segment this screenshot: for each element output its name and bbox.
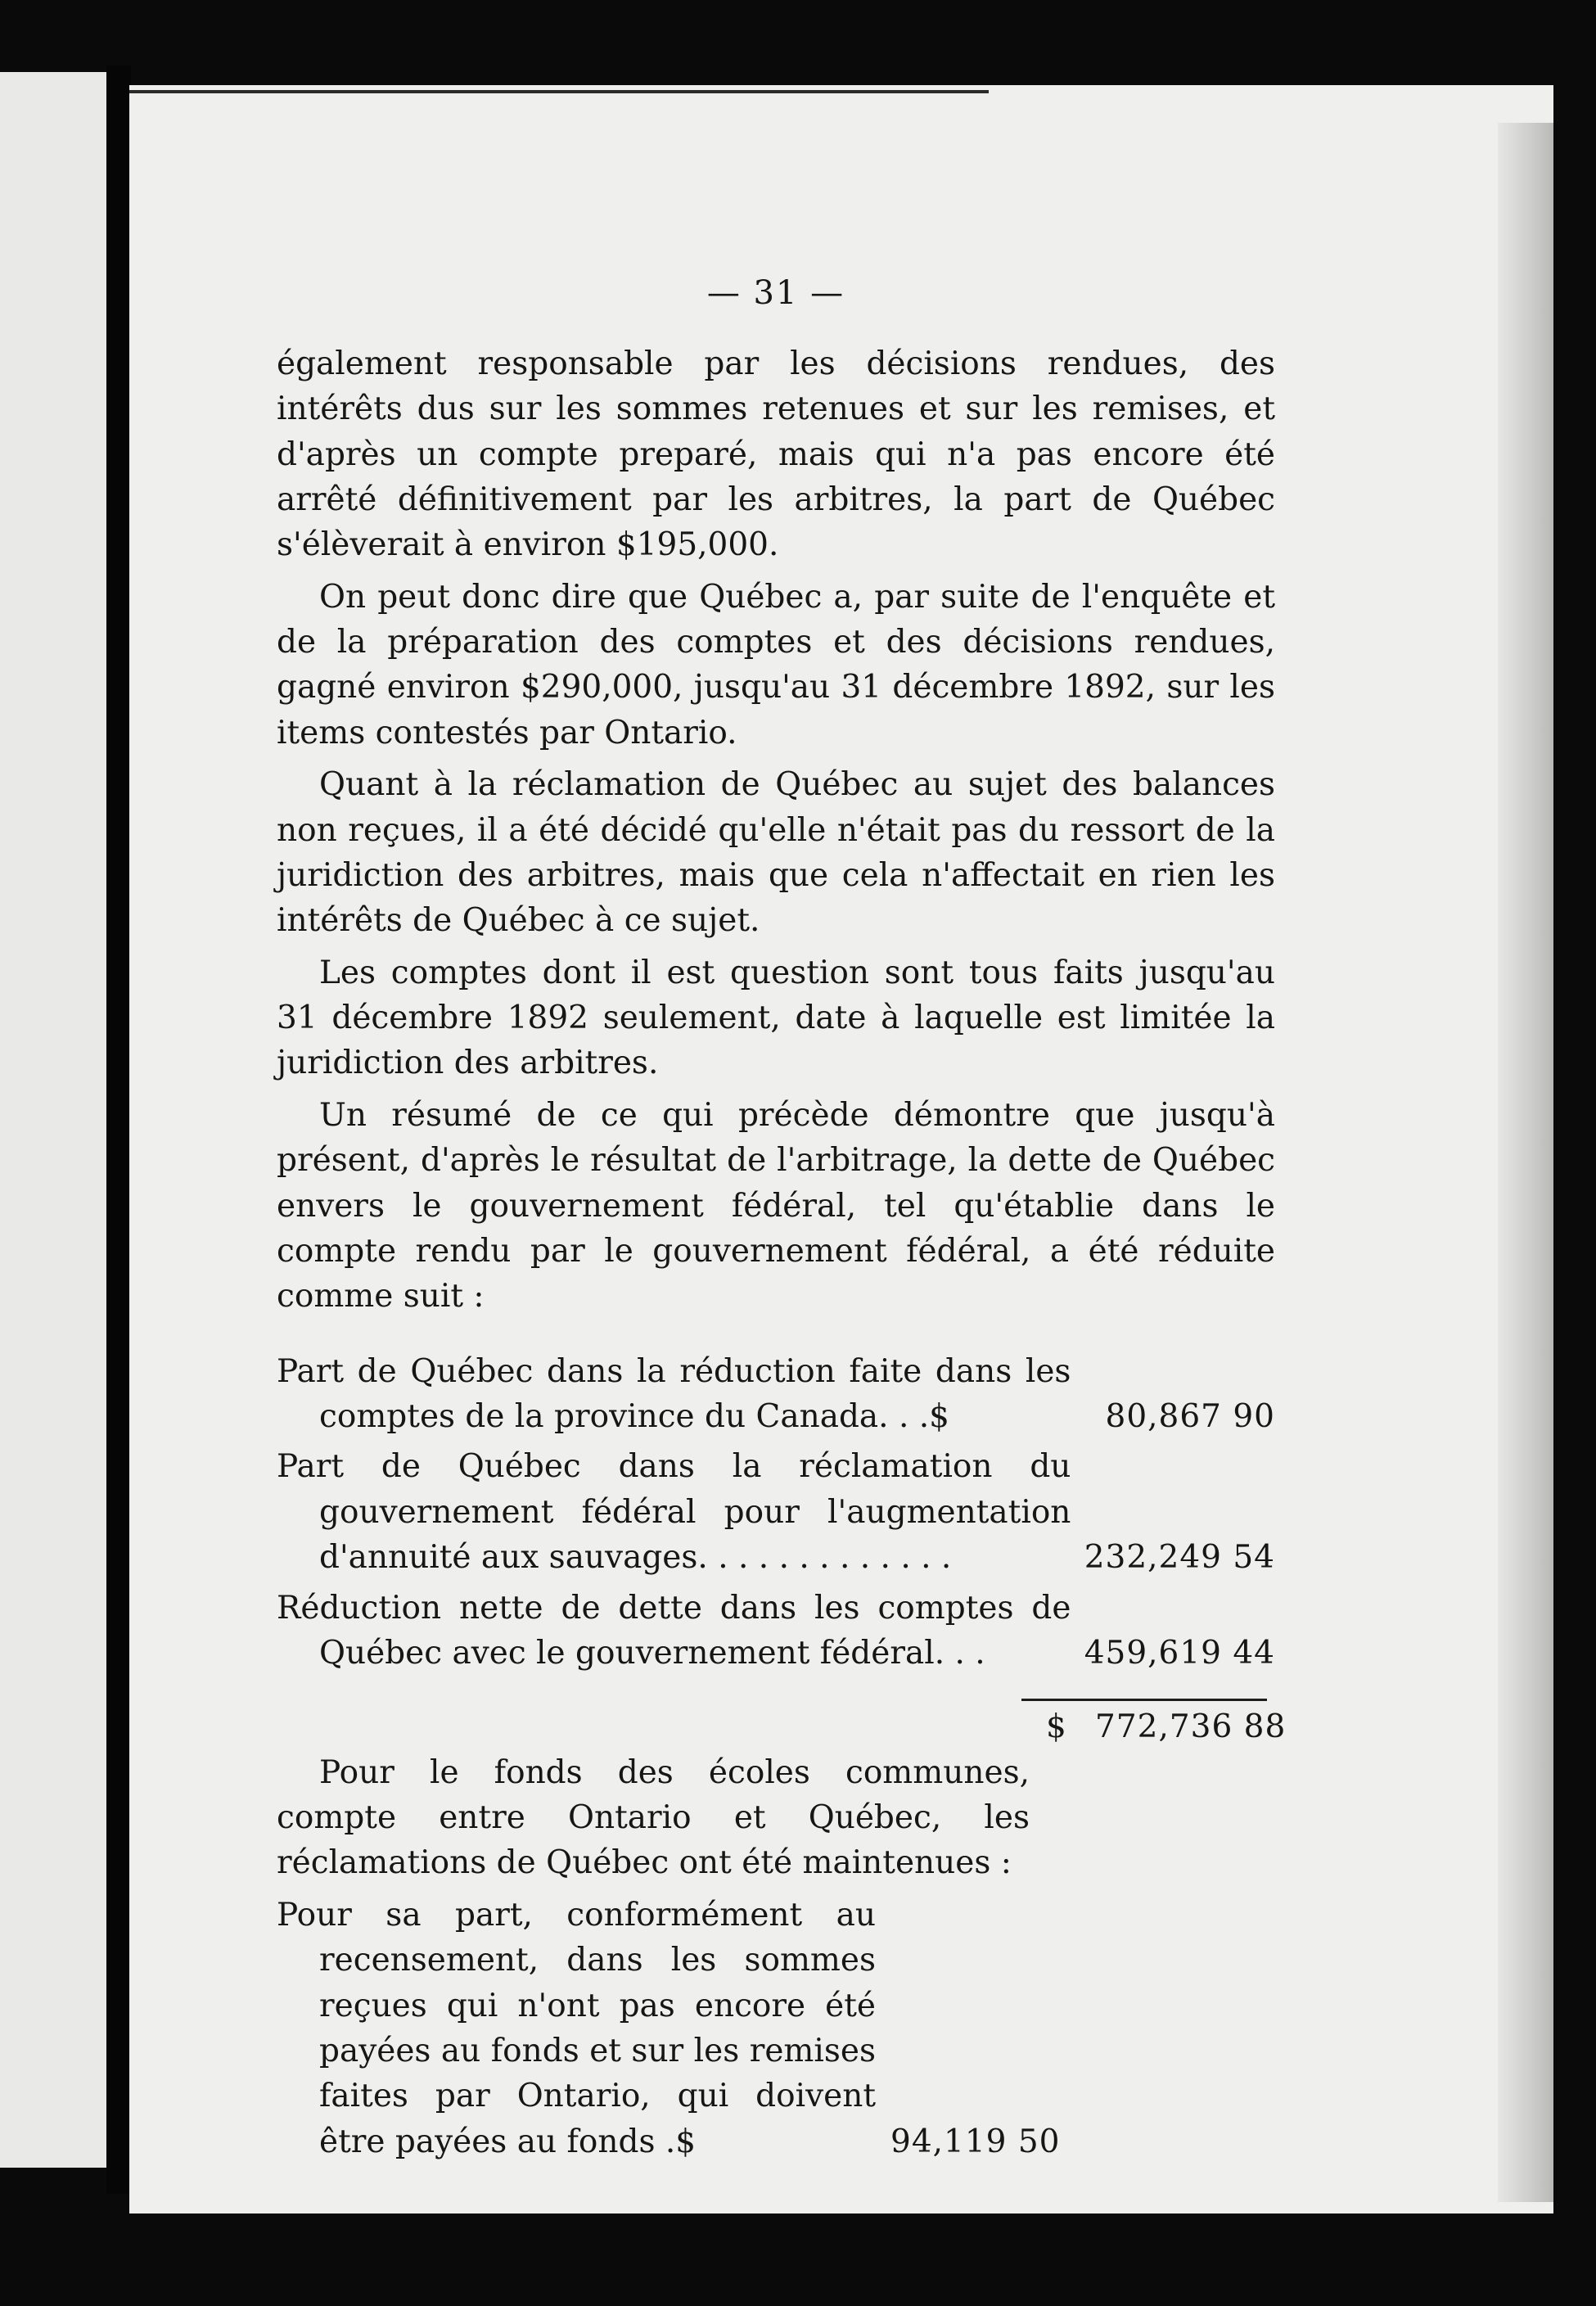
book-gutter bbox=[106, 65, 131, 2194]
page-number: — 31 — bbox=[706, 274, 845, 312]
paragraph-schools-fund: Pour le fonds des écoles communes, compte entre Ontario et Québec, les réclamations de Québec ont été maintenues : bbox=[277, 1753, 1030, 1882]
ledger-row bbox=[277, 1444, 1275, 1580]
page-right-shadow bbox=[1498, 123, 1553, 2202]
page-content bbox=[277, 270, 1287, 2164]
schools-item bbox=[277, 1893, 1275, 2164]
ledger-item-text: Réduction nette de dette dans les comptes de Québec avec le gouvernement fédéral. . . bbox=[277, 1589, 1071, 1672]
total-amount: 772,736 88 bbox=[1095, 1708, 1287, 1746]
ledger-item-text: Part de Québec dans la réduction faite dans les comptes de la province du Canada. . .$ bbox=[277, 1352, 1071, 1436]
ledger-row bbox=[277, 1349, 1275, 1440]
reduction-ledger bbox=[277, 1349, 1287, 1750]
total-rule bbox=[1021, 1699, 1267, 1701]
schools-item-amount: 94,119 50 bbox=[890, 2123, 1061, 2160]
paragraph-accounts-date: Les comptes dont il est question sont tous faits jusqu'au 31 décembre 1892 seulement, date à laquelle est limitée la juridiction des arbitres. bbox=[277, 954, 1275, 1082]
ledger-total bbox=[277, 1704, 1287, 1749]
ledger-row bbox=[277, 1586, 1275, 1676]
ledger-item-amount: 80,867 90 bbox=[1105, 1398, 1275, 1436]
schools-item-text: Pour sa part, conformément au recensement, dans les sommes reçues qui n'ont pas encore été payées au fonds et sur les remises faites par Ontario, qui doivent être payées au fonds .$ bbox=[277, 1896, 876, 2160]
paragraph-balances: Quant à la réclamation de Québec au sujet des balances non reçues, il a été décidé qu'elle n'était pas du ressort de la juridiction des arbitres, mais que cela n'affectait en rien les intérêts de Québec à ce sujet. bbox=[277, 766, 1275, 940]
previous-page-edge bbox=[0, 72, 106, 2168]
total-currency-sign: $ bbox=[1046, 1708, 1067, 1746]
ledger-item-amount: 232,249 54 bbox=[1084, 1539, 1275, 1577]
page-top-border bbox=[129, 90, 989, 93]
paragraph-summary: Un résumé de ce qui précède démontre que jusqu'à présent, d'après le résultat de l'arbitrage, la dette de Québec envers le gouvernement fédéral, tel qu'établie dans le compte rendu par le gouvernement fédéral, a été réduite comme suit : bbox=[277, 1096, 1275, 1315]
paragraph-interest: également responsable par les décisions rendues, des intérêts dus sur les sommes retenues et sur les remises, et d'après un compte preparé, mais qui n'a pas encore été arrêté définitivement par les arbitres, la part de Québec s'élèverait à environ $195,000. bbox=[277, 345, 1275, 564]
paragraph-gain: On peut donc dire que Québec a, par suite de l'enquête et de la préparation des comptes et des décisions rendues, gagné environ $290,000, jusqu'au 31 décembre 1892, sur les items contestés par Ontario. bbox=[277, 578, 1275, 751]
ledger-item-text: Part de Québec dans la réclamation du gouvernement fédéral pour l'augmentation d'annuité aux sauvages. . . . . . . . . . . . . bbox=[277, 1448, 1071, 1577]
ledger-item-amount: 459,619 44 bbox=[1084, 1634, 1275, 1672]
